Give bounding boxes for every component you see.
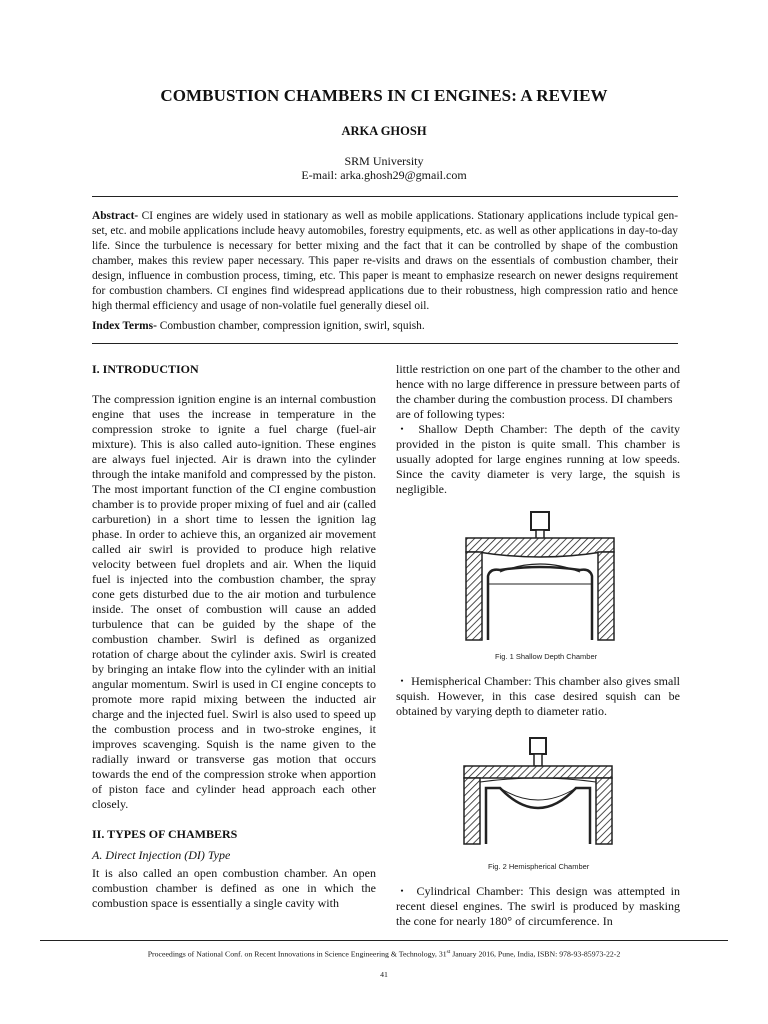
header-divider bbox=[92, 196, 678, 197]
section-heading-types: II. TYPES OF CHAMBERS bbox=[92, 827, 238, 841]
abstract-label: Abstract- bbox=[92, 210, 139, 222]
index-terms-text: Combustion chamber, compression ignition, swirl, squish. bbox=[156, 320, 425, 332]
author-name: ARKA GHOSH bbox=[341, 124, 427, 138]
footer-divider bbox=[40, 940, 728, 941]
footer-citation bbox=[0, 949, 768, 959]
footer-text-end: January 2016, Pune, India, ISBN: 978-93-85973-22-2 bbox=[450, 949, 621, 959]
index-terms bbox=[92, 320, 678, 332]
author-email: E-mail: arka.ghosh29@gmail.com bbox=[301, 168, 467, 182]
figure-2-caption: Fig. 2 Hemispherical Chamber bbox=[488, 862, 590, 871]
continuation-paragraph: little restriction on one part of the chamber to the other and hence with no large difference in pressure between parts of the chamber during the combustion process. DI chambers bbox=[396, 362, 680, 406]
section-heading-introduction: I. INTRODUCTION bbox=[92, 362, 199, 376]
footer-superscript: st bbox=[446, 949, 451, 955]
affiliation-name: SRM University bbox=[344, 154, 424, 168]
di-paragraph: It is also called an open combustion chamber. An open combustion chamber is defined as one in which the combustion space is essentially a single cavity with bbox=[92, 866, 376, 910]
page-number: 41 bbox=[380, 970, 388, 979]
hemispherical-chamber-paragraph: ・ Hemispherical Chamber: This chamber also gives small squish. However, in this case desired squish can be obtained by varying depth to diameter ratio. bbox=[396, 674, 680, 718]
figure-shallow-depth-chamber bbox=[460, 510, 620, 642]
shallow-chamber-paragraph: ・ Shallow Depth Chamber: The depth of the cavity provided in the piston is quite small. This chamber is usually adopted for large engines running at low speeds. Since the cavity diameter is very large, the squish is negligible. bbox=[396, 422, 680, 496]
paper-title: COMBUSTION CHAMBERS IN CI ENGINES: A REVIEW bbox=[160, 86, 608, 105]
right-column-top bbox=[396, 362, 680, 497]
cylindrical-chamber-paragraph: ・ Cylindrical Chamber: This design was attempted in recent diesel engines. The swirl is produced by masking the cone for nearly 180° of circumference. In bbox=[396, 884, 680, 928]
index-terms-label: Index Terms- bbox=[92, 320, 157, 332]
abstract-text: CI engines are widely used in stationary as well as mobile applications. Stationary applications include typical gen-set, etc. and mobile applications include heavy automobiles, forestry equipments, etc. as well as other applications in day-to-day life. Since the turbulence is necessary for better mixing and the fact that it can be controlled by shape of the combustion chamber, makes this review paper necessary. This paper re-visits and draws on the essentials of combustion chamber, their design, influence in combustion process, timing, etc. This paper is meant to emphasize research on newer designs requirement for combustion chambers. CI engines find widespread applications due to their robustness, high compression ratio and hence high thermal efficiency and usage of non-volatile fuel generally diesel oil. bbox=[92, 210, 678, 312]
left-column bbox=[92, 362, 376, 911]
subsection-heading-di: A. Direct Injection (DI) Type bbox=[92, 848, 231, 862]
abstract bbox=[92, 209, 678, 314]
types-intro: are of following types: bbox=[396, 407, 505, 421]
footer-text-start: Proceedings of National Conf. on Recent Innovations in Science Engineering & Technology, 31 bbox=[147, 949, 447, 959]
figure-hemispherical-chamber bbox=[460, 736, 616, 846]
figure-1-caption: Fig. 1 Shallow Depth Chamber bbox=[495, 652, 598, 661]
right-column-bottom bbox=[396, 884, 680, 929]
right-column-middle bbox=[396, 674, 680, 719]
abstract-divider bbox=[92, 343, 678, 344]
author-affiliation bbox=[0, 154, 768, 182]
introduction-paragraph: The compression ignition engine is an internal combustion engine that uses the increase in temperature in the compression stroke to ignite a fuel charge (fuel-air mixture). This is also called auto-ignition. These engines are always fuel injected. Air is drawn into the cylinder through the intake manifold and compressed by the piston. The most important function of the CI engine combustion chamber is to provide proper mixing of fuel and air (called carburetion) in a short time to lessen the ignition lag phase. In order to achieve this, an organized air movement called air swirl is provided to produce high relative velocity between fuel droplets and air. When the liquid fuel is injected into the combustion chamber, the spray cone gets disturbed due to the air motion and turbulence inside. The onset of combustion will cause an added turbulence that can be guided by the shape of the combustion chamber. Swirl is defined as organized rotation of charge about the cylinder axis. Swirl is created by bringing an intake flow into the cylinder with an initial angular momentum. Swirl is used in CI engine concepts to promote more rapid mixing between the inducted air charge and the injected fuel. Swirl is also used to speed up the combustion process and in two-stroke engines, it improves scavenging. Squish is the name given to the radially inward or transverse gas motion that occurs towards the end of the compression stroke when apportion of piston face and cylinder head approach each other closely. bbox=[92, 392, 376, 811]
